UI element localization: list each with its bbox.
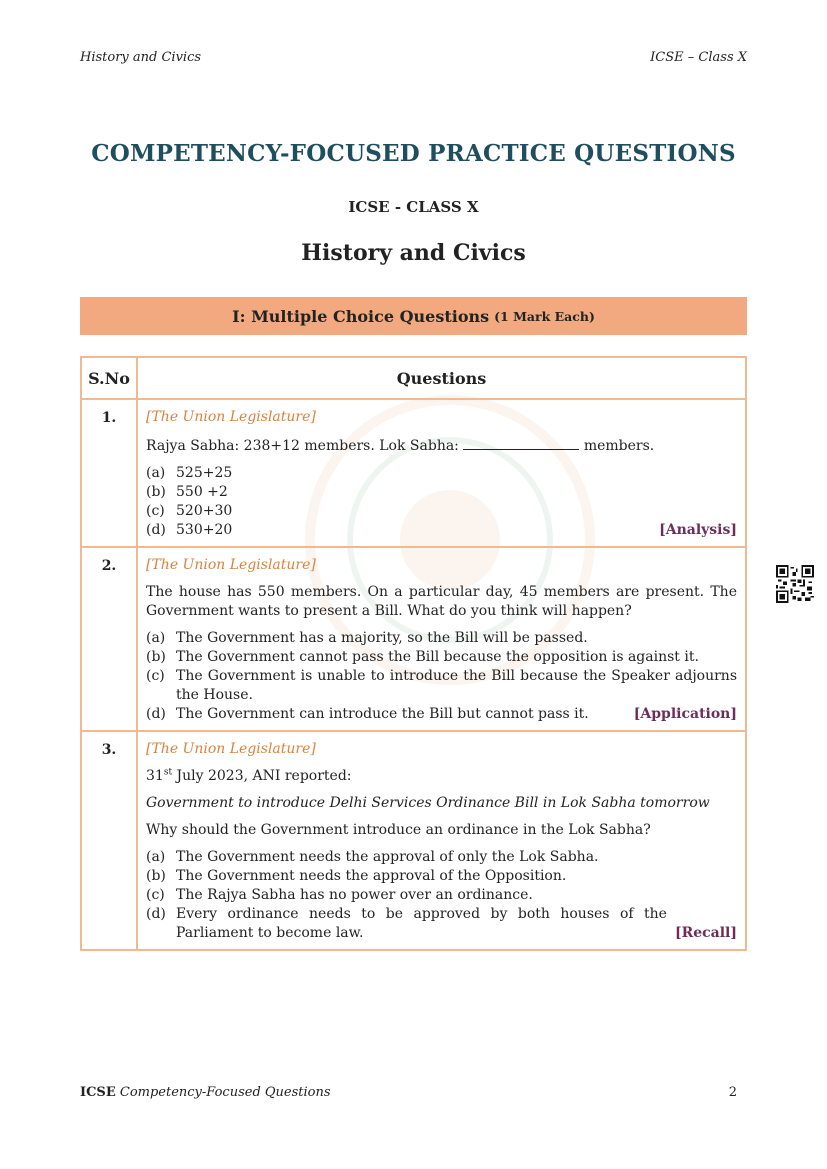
competency-level-badge: [Recall] xyxy=(674,925,737,941)
dateline-ordinal: st xyxy=(163,767,173,778)
question-row-2 xyxy=(81,547,746,731)
subject-title: History and Civics xyxy=(301,240,526,266)
competency-level-badge: [Application] xyxy=(633,706,737,722)
question-body xyxy=(137,547,746,731)
option-text: The Government has a majority, so the Bill will be passed. xyxy=(176,630,588,646)
option-label: (a) xyxy=(146,630,166,646)
option-a xyxy=(146,464,737,483)
question-body xyxy=(137,731,746,950)
option-text: The Government needs the approval of only the Lok Sabha. xyxy=(176,849,599,865)
question-stem: Why should the Government introduce an ordinance in the Lok Sabha? xyxy=(146,822,651,838)
option-c xyxy=(146,502,737,521)
page-subtitle: ICSE - CLASS X xyxy=(348,198,479,216)
news-dateline xyxy=(146,767,737,786)
fill-in-blank xyxy=(463,435,579,450)
question-number: 1. xyxy=(81,399,137,547)
option-label: (d) xyxy=(146,706,166,722)
section-title: I: Multiple Choice Questions xyxy=(232,306,490,326)
column-header-questions: Questions xyxy=(137,357,746,399)
option-label: (c) xyxy=(146,887,165,903)
competency-level-badge: [Analysis] xyxy=(659,522,737,538)
options-list xyxy=(146,464,737,540)
page-title: COMPETENCY-FOCUSED PRACTICE QUESTIONS xyxy=(91,140,736,167)
option-label: (b) xyxy=(146,868,166,884)
question-number: 3. xyxy=(81,731,137,950)
option-text: 530+20 xyxy=(176,522,233,538)
option-text: The Government cannot pass the Bill because the opposition is against it. xyxy=(176,649,699,665)
options-list xyxy=(146,629,737,724)
question-stem-part-a: Rajya Sabha: 238+12 members. Lok Sabha: xyxy=(146,438,459,454)
option-text: 550 +2 xyxy=(176,484,228,500)
option-d xyxy=(146,521,737,540)
page-number: 2 xyxy=(728,1085,737,1100)
questions-table xyxy=(80,356,747,951)
question-body xyxy=(137,399,746,547)
option-label: (c) xyxy=(146,668,165,684)
option-d xyxy=(146,705,737,724)
option-text: 525+25 xyxy=(176,465,233,481)
question-row-1 xyxy=(81,399,746,547)
option-d xyxy=(146,905,737,943)
table-header-row xyxy=(81,357,746,399)
option-text: The Rajya Sabha has no power over an ordinance. xyxy=(176,887,533,903)
section-header xyxy=(80,297,747,335)
option-text: The Government needs the approval of the Opposition. xyxy=(176,868,567,884)
question-topic-tag: [The Union Legislature] xyxy=(146,409,316,425)
news-headline: Government to introduce Delhi Services Ordinance Bill in Lok Sabha tomorrow xyxy=(146,795,710,811)
option-a xyxy=(146,629,737,648)
question-stem xyxy=(146,435,737,456)
option-label: (b) xyxy=(146,484,166,500)
option-a xyxy=(146,848,737,867)
header-subject: History and Civics xyxy=(80,50,202,65)
question-number: 2. xyxy=(81,547,137,731)
qr-code-icon[interactable] xyxy=(776,565,814,603)
question-topic-tag: [The Union Legislature] xyxy=(146,741,316,757)
footer-title xyxy=(80,1085,331,1100)
question-topic-tag: [The Union Legislature] xyxy=(146,557,316,573)
footer-board: ICSE xyxy=(80,1085,116,1100)
column-header-sno: S.No xyxy=(81,357,137,399)
question-stem: The house has 550 members. On a particular day, 45 members are present. The Government wants to present a Bill. What do you think will happen? xyxy=(146,584,737,619)
option-c xyxy=(146,886,737,905)
option-b xyxy=(146,648,737,667)
option-label: (b) xyxy=(146,649,166,665)
option-label: (d) xyxy=(146,522,166,538)
dateline-day: 31 xyxy=(146,768,164,784)
option-label: (a) xyxy=(146,465,166,481)
option-b xyxy=(146,483,737,502)
option-text: The Government can introduce the Bill but cannot pass it. xyxy=(176,706,589,722)
options-list xyxy=(146,848,737,943)
footer-doc-name: Competency-Focused Questions xyxy=(115,1085,331,1100)
option-text: Every ordinance needs to be approved by both houses of the Parliament to become law. xyxy=(176,906,667,941)
option-b xyxy=(146,867,737,886)
dateline-rest: July 2023, ANI reported: xyxy=(172,768,352,784)
option-label: (a) xyxy=(146,849,166,865)
option-text: 520+30 xyxy=(176,503,233,519)
option-text: The Government is unable to introduce the Bill because the Speaker adjourns the House. xyxy=(176,668,737,703)
option-label: (d) xyxy=(146,906,166,922)
question-row-3 xyxy=(81,731,746,950)
option-label: (c) xyxy=(146,503,165,519)
question-stem-part-b: members. xyxy=(583,438,655,454)
section-marks-note: (1 Mark Each) xyxy=(494,308,595,324)
option-c xyxy=(146,667,737,705)
header-class: ICSE – Class X xyxy=(650,50,747,65)
